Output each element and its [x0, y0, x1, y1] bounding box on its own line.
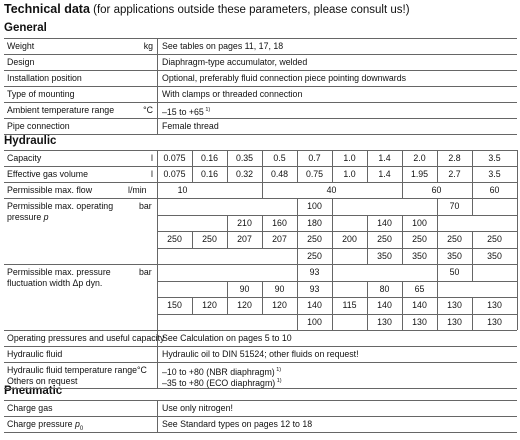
column-divider	[157, 182, 158, 198]
pressure-value: 250	[447, 234, 462, 244]
pressure-value: 350	[377, 250, 392, 261]
row-divider	[4, 198, 517, 199]
pressure-subrow-divider	[157, 215, 517, 216]
column-divider	[367, 281, 368, 298]
pressure-value: 207	[237, 234, 252, 244]
column-divider	[297, 150, 298, 166]
column-divider	[227, 166, 228, 182]
column-divider	[472, 150, 473, 166]
column-divider	[332, 231, 333, 248]
pressure-value: 250	[487, 234, 502, 244]
fluct-subrow-divider	[157, 314, 517, 315]
fluct-value: 50	[449, 267, 460, 277]
effective-value: 0.16	[200, 169, 219, 179]
page-title	[4, 2, 410, 16]
general-row-divider	[4, 70, 517, 71]
column-divider	[192, 150, 193, 166]
fluct-value: 130	[412, 316, 427, 327]
column-divider	[367, 231, 368, 248]
row-divider	[4, 400, 517, 401]
capacity-value: 2.8	[448, 153, 461, 163]
column-divider	[332, 215, 333, 232]
flow-unit: l/min	[128, 185, 147, 195]
general-value: Optional, preferably fluid connection piece pointing downwards	[162, 73, 407, 83]
column-divider	[262, 231, 263, 248]
general-label: Pipe connection	[7, 121, 70, 131]
fluct-value: 80	[379, 283, 390, 294]
general-unit: kg	[143, 41, 153, 51]
general-label: Design	[7, 57, 35, 67]
column-divider	[262, 182, 263, 198]
column-divider	[332, 297, 333, 314]
general-unit: °C	[143, 105, 153, 115]
column-divider	[517, 166, 518, 182]
pressure-label-1: Permissible max. operating	[7, 201, 114, 211]
column-divider	[472, 182, 473, 198]
column-divider	[192, 231, 193, 248]
column-divider	[262, 281, 263, 298]
column-divider	[437, 166, 438, 182]
pressure-value: 207	[272, 234, 287, 244]
capacity-value: 1.0	[343, 153, 356, 163]
temp-unit: °C	[137, 365, 147, 375]
column-divider	[227, 297, 228, 314]
general-row-divider	[4, 54, 517, 55]
general-label: Ambient temperature range	[7, 105, 115, 115]
column-divider	[157, 297, 158, 314]
general-label: Weight	[7, 41, 35, 51]
row-divider	[4, 166, 517, 167]
effective-value: 1.0	[343, 169, 356, 179]
column-divider	[402, 248, 403, 265]
column-divider	[517, 150, 518, 166]
column-divider	[437, 150, 438, 166]
title-note: (for applications outside these parameters, please consult us!)	[93, 4, 410, 16]
fluct-value: 130	[487, 316, 502, 327]
fluct-value: 120	[202, 300, 217, 310]
fluct-value: 65	[414, 283, 425, 294]
fluct-label-2: fluctuation width Δp dyn.	[7, 278, 103, 288]
effective-value: 1.4	[378, 169, 391, 179]
column-divider	[402, 215, 403, 232]
column-divider	[437, 297, 438, 314]
column-divider	[332, 166, 333, 182]
pneumatic-bottom-border	[4, 432, 517, 433]
column-divider	[332, 281, 333, 298]
column-divider	[367, 297, 368, 314]
effective-value: 0.48	[270, 169, 289, 179]
column-divider	[192, 166, 193, 182]
temp-label-1: Hydraulic fluid temperature range	[7, 365, 138, 375]
general-vdivider	[157, 70, 158, 86]
row-divider	[4, 362, 517, 363]
pressure-subrow-divider	[157, 231, 517, 232]
column-divider	[297, 248, 298, 265]
general-row-divider	[4, 102, 517, 103]
general-value: With clamps or threaded connection	[162, 89, 303, 99]
row-divider	[4, 330, 517, 331]
title-bold: Technical data	[4, 2, 90, 16]
row-divider	[4, 150, 517, 151]
column-divider	[192, 297, 193, 314]
fluct-value: 120	[272, 300, 287, 310]
pressure-value: 250	[377, 234, 392, 244]
flow-value: 40	[326, 185, 337, 195]
fluct-value: 100	[307, 316, 322, 327]
effective-value: 0.075	[163, 169, 186, 179]
fluct-value: 130	[447, 300, 462, 310]
column-divider	[437, 198, 438, 215]
column-divider	[297, 198, 298, 215]
pressure-value: 250	[202, 234, 217, 244]
pressure-value: 180	[307, 217, 322, 228]
column-divider	[517, 231, 518, 248]
column-divider	[437, 314, 438, 331]
column-divider	[227, 150, 228, 166]
column-divider	[157, 416, 158, 432]
pressure-value: 350	[487, 250, 502, 261]
footnote-ref: 1)	[203, 107, 211, 113]
column-divider	[332, 264, 333, 281]
pneumatic-value: Use only nitrogen!	[162, 403, 233, 413]
column-divider	[402, 166, 403, 182]
fluct-value: 90	[274, 283, 285, 294]
column-divider	[402, 150, 403, 166]
column-divider	[402, 182, 403, 198]
fluct-value: 140	[307, 300, 322, 310]
fluct-subrow-divider	[157, 281, 517, 282]
column-divider	[472, 198, 473, 215]
column-divider	[332, 314, 333, 331]
column-divider	[402, 281, 403, 298]
column-divider	[517, 182, 518, 198]
column-divider	[367, 150, 368, 166]
pressure-value: 250	[307, 234, 322, 244]
capacity-value: 0.16	[200, 153, 219, 163]
column-divider	[437, 248, 438, 265]
effective-label: Effective gas volume	[7, 169, 89, 179]
general-value: Diaphragm-type accumulator, welded	[162, 57, 308, 67]
fluct-value: 90	[239, 283, 250, 294]
column-divider	[367, 248, 368, 265]
pressure-value: 350	[412, 250, 427, 261]
subscript-0: 0	[79, 425, 84, 432]
temp-value-2: –35 to +80 (ECO diaphragm) $^{1)}$	[162, 377, 282, 388]
fluct-subrow-divider	[157, 297, 517, 298]
fluct-value: 130	[447, 316, 462, 327]
footnote-ref: 1)	[274, 367, 282, 373]
column-divider	[402, 231, 403, 248]
column-divider	[332, 248, 333, 265]
fluct-value: 150	[167, 300, 182, 310]
pressure-subrow-divider	[157, 248, 517, 249]
pressure-value: 250	[412, 234, 427, 244]
column-divider	[157, 362, 158, 388]
pressure-label-2: pressure p	[7, 212, 49, 222]
footnote-ref: 1)	[275, 378, 282, 384]
general-vdivider	[157, 54, 158, 70]
row-divider	[4, 182, 517, 183]
column-divider	[262, 215, 263, 232]
general-vdivider	[157, 118, 158, 134]
effective-value: 1.95	[410, 169, 429, 179]
flow-value: 60	[431, 185, 442, 195]
general-vdivider	[157, 38, 158, 54]
column-divider	[157, 231, 158, 248]
fluct-value: 130	[377, 316, 392, 327]
column-divider	[517, 297, 518, 314]
effective-value: 0.75	[305, 169, 324, 179]
column-divider	[472, 297, 473, 314]
fluct-unit: bar	[139, 267, 152, 277]
capacity-unit: l	[151, 153, 153, 163]
capacity-value: 3.5	[488, 153, 501, 163]
column-divider	[297, 264, 298, 281]
general-value: –15 to +65 $^{1)}$	[162, 106, 211, 117]
column-divider	[262, 297, 263, 314]
column-divider	[227, 215, 228, 232]
pneumatic-label: Charge gas	[7, 403, 53, 413]
pressure-value: 250	[167, 234, 182, 244]
column-divider	[437, 264, 438, 281]
effective-unit: l	[151, 169, 153, 179]
pressure-value: 100	[307, 201, 322, 211]
general-label: Type of mounting	[7, 89, 75, 99]
symbol-p: p	[43, 212, 49, 222]
fluct-value: 93	[309, 283, 320, 294]
capacity-value: 0.5	[273, 153, 286, 163]
pneumatic-value: See Standard types on pages 12 to 18	[162, 419, 313, 429]
fluct-value: 120	[237, 300, 252, 310]
column-divider	[332, 150, 333, 166]
general-row-divider	[4, 86, 517, 87]
section-general: General	[4, 22, 47, 34]
capacity-label: Capacity	[7, 153, 42, 163]
general-row-divider	[4, 38, 517, 39]
column-divider	[297, 281, 298, 298]
column-divider	[472, 231, 473, 248]
hydraulic-bottom-border	[4, 388, 517, 389]
pressure-value: 160	[272, 217, 287, 228]
column-divider	[437, 281, 438, 298]
section-pneumatic: Pneumatic	[4, 385, 63, 397]
general-vdivider	[157, 86, 158, 102]
column-divider	[437, 215, 438, 232]
pressure-value: 100	[412, 217, 427, 228]
column-divider	[367, 166, 368, 182]
column-divider	[472, 314, 473, 331]
flow-label: Permissible max. flow	[7, 185, 93, 195]
hydraulic-label: Operating pressures and useful capacity	[7, 333, 165, 343]
capacity-value: 2.0	[413, 153, 426, 163]
effective-value: 3.5	[488, 169, 501, 179]
column-divider	[262, 166, 263, 182]
general-label: Installation position	[7, 73, 82, 83]
row-divider	[4, 346, 517, 347]
fluct-value: 115	[342, 300, 357, 310]
column-divider	[402, 314, 403, 331]
hydraulic-label: Hydraulic fluid	[7, 349, 63, 359]
general-value: Female thread	[162, 121, 219, 131]
column-divider	[157, 400, 158, 416]
capacity-value: 0.35	[235, 153, 254, 163]
row-divider	[4, 264, 517, 265]
capacity-value: 1.4	[378, 153, 391, 163]
pressure-value: 350	[447, 250, 462, 261]
column-divider	[157, 346, 158, 362]
pressure-value: 200	[342, 234, 357, 244]
column-divider	[367, 215, 368, 232]
flow-value: 60	[489, 185, 500, 195]
section-hydraulic: Hydraulic	[4, 135, 57, 147]
column-divider	[472, 248, 473, 265]
column-divider	[367, 314, 368, 331]
column-divider	[227, 281, 228, 298]
hydraulic-value: See Calculation on pages 5 to 10	[162, 333, 292, 343]
temp-value-1: –10 to +80 (NBR diaphragm) $^{1)}$	[162, 366, 282, 377]
column-divider	[297, 297, 298, 314]
flow-value: 10	[177, 185, 188, 195]
column-divider	[157, 166, 158, 182]
symbol-p: p	[74, 419, 80, 429]
fluct-value: 140	[412, 300, 427, 310]
column-divider	[472, 166, 473, 182]
column-divider	[227, 231, 228, 248]
capacity-value: 0.075	[163, 153, 186, 163]
pneumatic-label: Charge pressure $p_0$	[7, 419, 84, 432]
column-divider	[262, 150, 263, 166]
temp-label-2: Others on request	[7, 376, 78, 386]
row-divider	[4, 416, 517, 417]
capacity-value: 0.7	[308, 153, 321, 163]
column-divider	[297, 314, 298, 331]
column-divider	[332, 198, 333, 215]
hydraulic-value: Hydraulic oil to DIN 51524; other fluids on request!	[162, 349, 359, 359]
fluct-label-1: Permissible max. pressure	[7, 267, 111, 277]
pressure-unit: bar	[139, 201, 152, 211]
column-divider	[157, 150, 158, 166]
column-divider	[297, 166, 298, 182]
column-divider	[297, 215, 298, 232]
column-divider	[402, 297, 403, 314]
fluct-value: 130	[487, 300, 502, 310]
general-value: See tables on pages 11, 17, 18	[162, 41, 284, 51]
column-divider	[472, 264, 473, 281]
fluct-value: 140	[377, 300, 392, 310]
pressure-value: 250	[307, 250, 322, 261]
effective-value: 0.32	[235, 169, 254, 179]
general-vdivider	[157, 102, 158, 118]
effective-value: 2.7	[448, 169, 461, 179]
column-divider	[437, 231, 438, 248]
pressure-value: 70	[449, 201, 460, 211]
pressure-value: 140	[377, 217, 392, 228]
pressure-value: 210	[237, 217, 252, 228]
general-bottom-border	[4, 134, 517, 135]
general-row-divider	[4, 118, 517, 119]
fluct-value: 93	[309, 267, 320, 277]
column-divider	[297, 231, 298, 248]
column-divider	[157, 330, 158, 346]
